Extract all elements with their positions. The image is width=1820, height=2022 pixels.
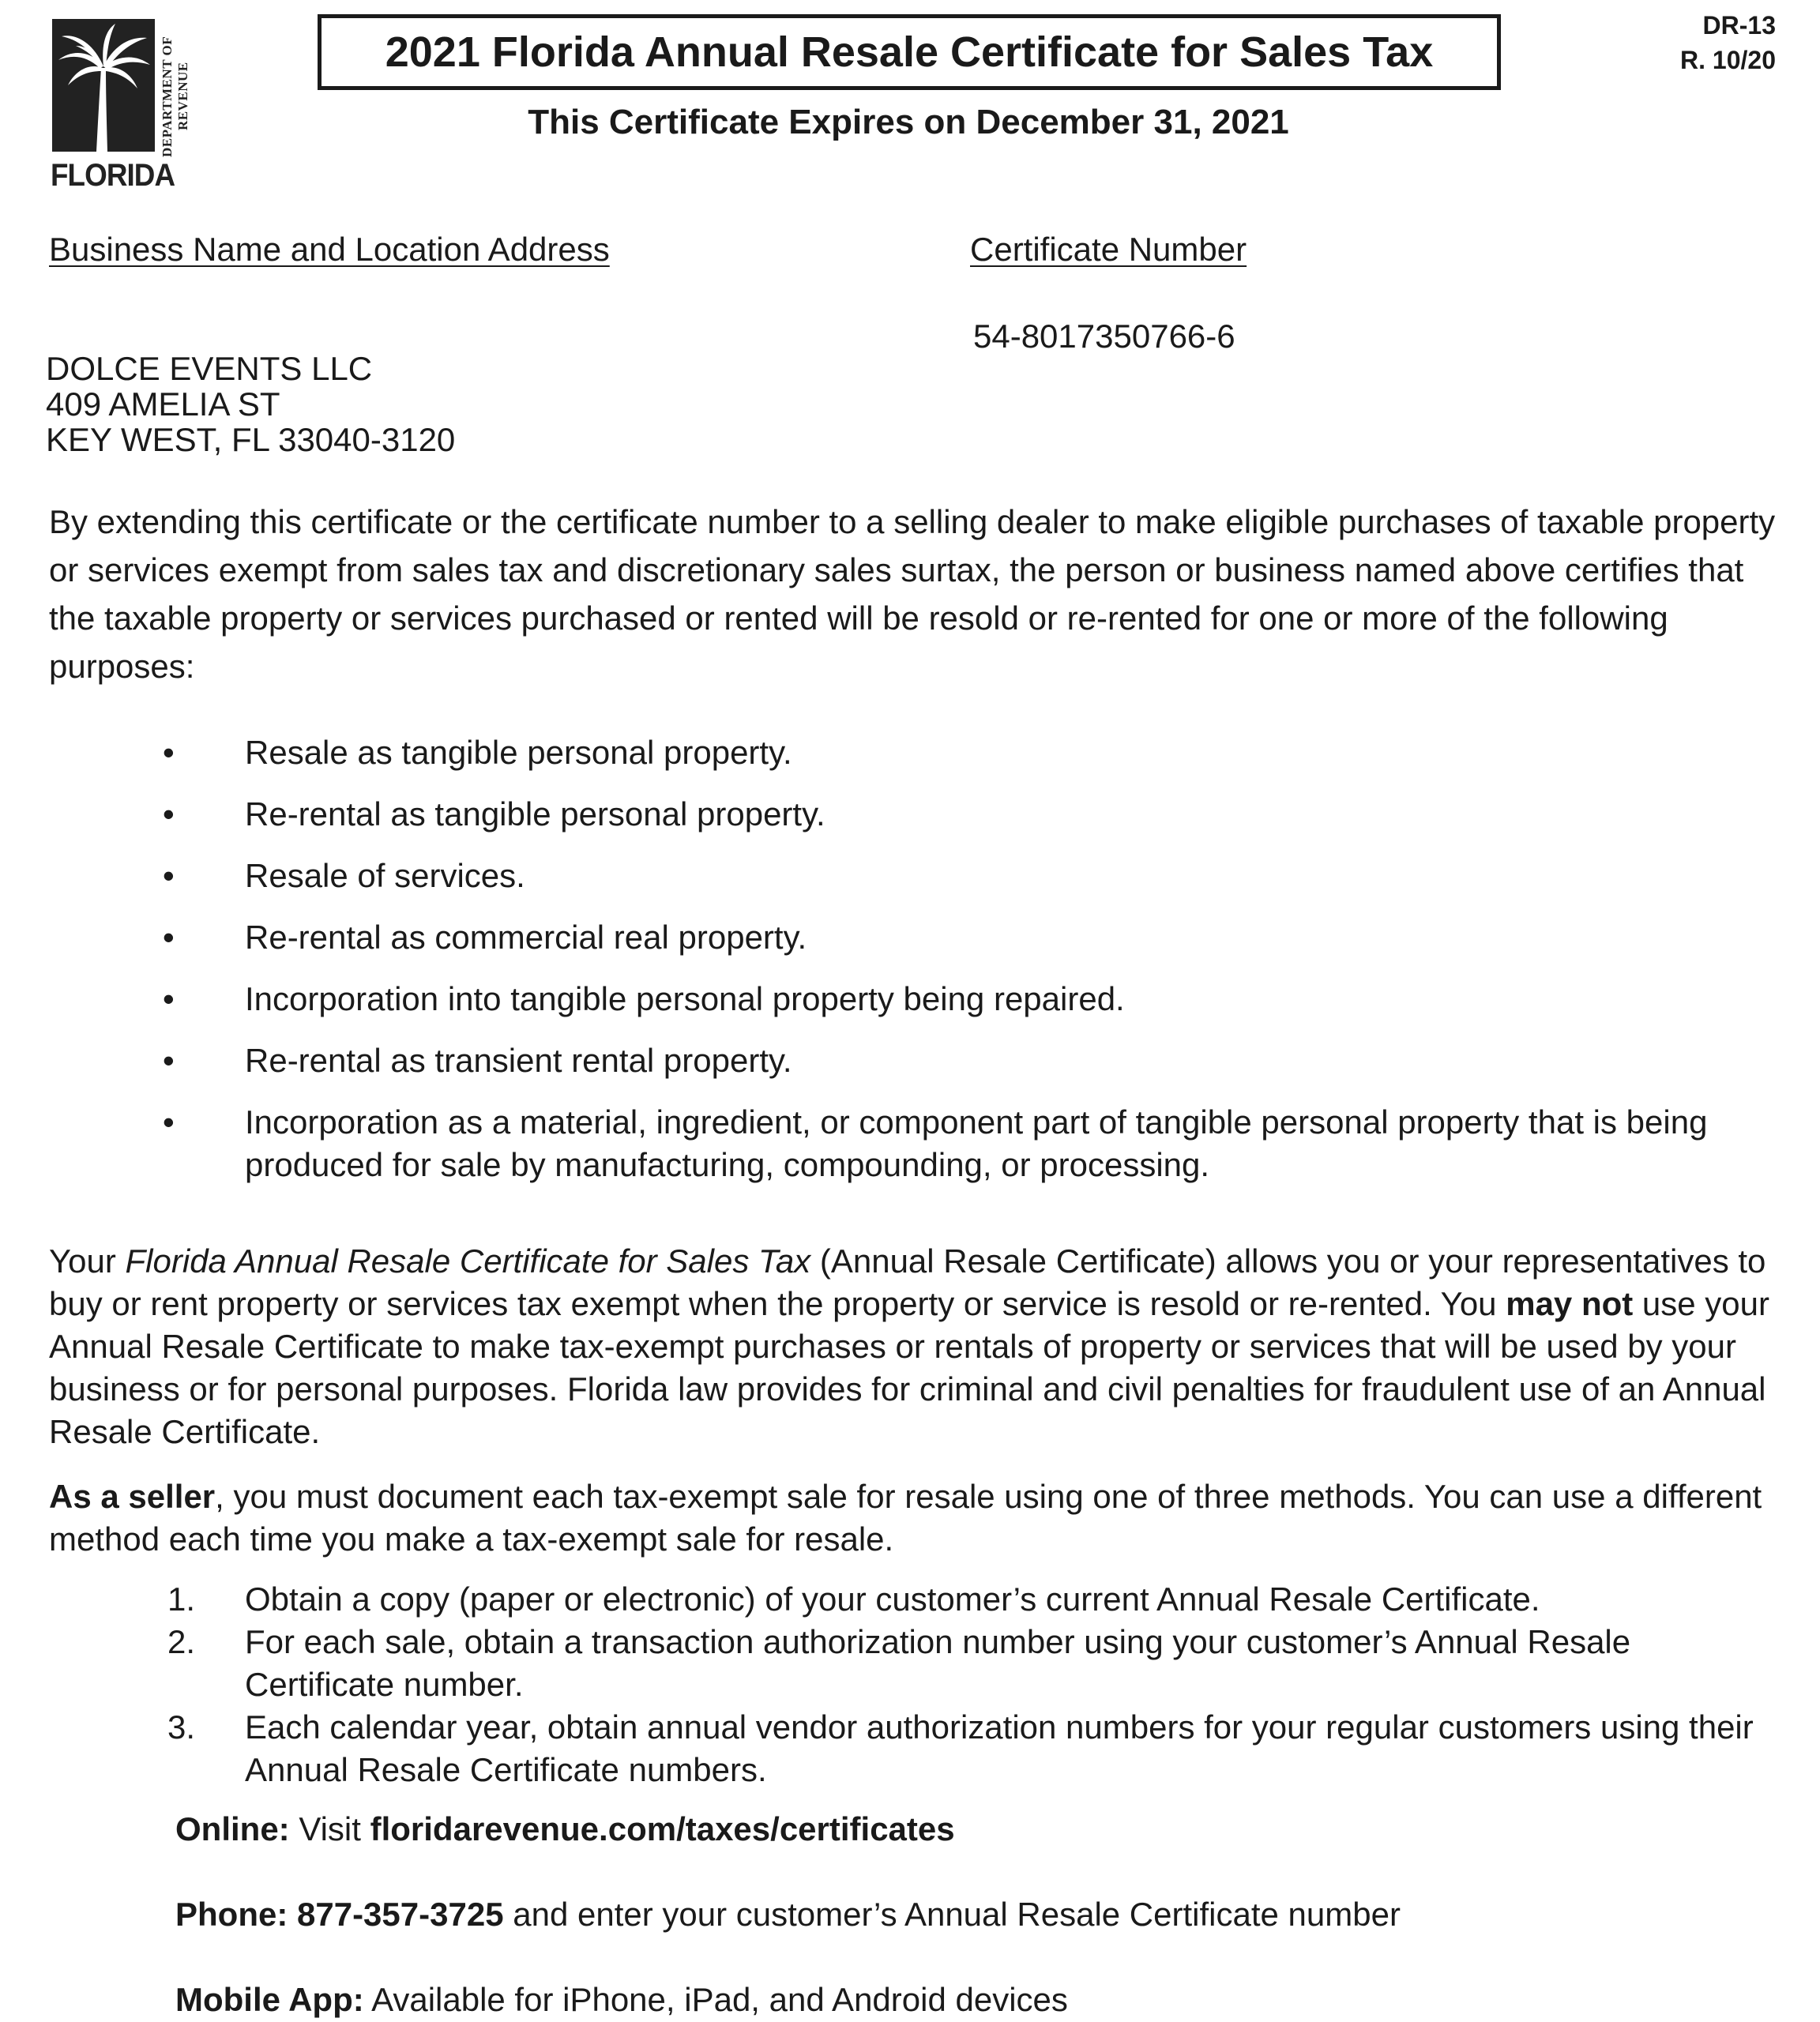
phone-contact <box>175 1896 1401 1934</box>
mobile-contact <box>175 1981 1068 2019</box>
certificate-number: 54-8017350766-6 <box>973 318 1235 355</box>
logo-state-text: FLORIDA <box>51 158 175 193</box>
method-text: Each calendar year, obtain annual vendor authorization numbers for your regular customers using their Annual Resale Certificate numbers. <box>245 1708 1754 1788</box>
business-address <box>46 351 455 457</box>
business-city-state-zip: KEY WEST, FL 33040-3120 <box>46 421 456 458</box>
usage-emphasis: may not <box>1506 1285 1634 1322</box>
form-revision: R. 10/20 <box>1680 46 1776 74</box>
online-url-link[interactable]: floridarevenue.com/taxes/certificates <box>370 1810 955 1847</box>
phone-text: and enter your customer’s Annual Resale Certificate number <box>503 1896 1401 1933</box>
florida-dor-logo <box>51 17 193 195</box>
purpose-text: Re-rental as tangible personal property. <box>245 795 825 832</box>
list-item <box>49 1621 1787 1706</box>
methods-list <box>49 1578 1787 1791</box>
business-street: 409 AMELIA ST <box>46 385 280 423</box>
form-identifier <box>1643 8 1776 77</box>
phone-label: Phone: <box>175 1896 288 1933</box>
purpose-text: Resale as tangible personal property. <box>245 734 792 771</box>
list-item <box>49 916 1787 959</box>
usage-text: use your Annual Resale Certificate to make tax-exempt purchases or rentals of property or services that will be used by your business or for personal purposes. Florida law provides for criminal and civil penalties for fraudulent use of an Annual Resale Certificate. <box>49 1285 1770 1450</box>
online-contact <box>175 1810 955 1848</box>
page-title-text: 2021 Florida Annual Resale Certificate for Sales Tax <box>385 28 1434 76</box>
usage-text: Your <box>49 1242 126 1280</box>
bullet-icon: • <box>163 1042 175 1079</box>
list-item <box>49 1706 1787 1791</box>
seller-emphasis: As a seller <box>49 1478 216 1515</box>
list-item <box>49 1578 1787 1621</box>
bullet-icon: • <box>163 1103 175 1141</box>
purpose-text: Resale of services. <box>245 857 525 894</box>
logo-agency-text: DEPARTMENT OF REVENUE <box>160 36 190 157</box>
method-number: 3. <box>167 1708 196 1746</box>
method-text: Obtain a copy (paper or electronic) of your customer’s current Annual Resale Certificate. <box>245 1580 1540 1618</box>
bullet-icon: • <box>163 734 175 771</box>
list-item <box>49 855 1787 897</box>
usage-text: (Annual Resale Certificate) allows you or your representatives to buy or rent property or services tax exempt when the property or service is resold or re-rented. You <box>49 1242 1766 1322</box>
usage-paragraph <box>49 1240 1787 1453</box>
purposes-list <box>49 731 1787 1205</box>
expiration-subtitle: This Certificate Expires on December 31, 2021 <box>528 103 1289 141</box>
method-number: 1. <box>167 1580 196 1618</box>
list-item <box>49 731 1787 774</box>
purpose-text: Incorporation as a material, ingredient, or component part of tangible personal property that is being produced for sale by manufacturing, compounding, or processing. <box>245 1103 1708 1183</box>
certificate-label: Certificate Number <box>970 231 1247 268</box>
online-label: Online: <box>175 1810 290 1847</box>
bullet-icon: • <box>163 919 175 956</box>
seller-paragraph <box>49 1475 1787 1561</box>
purpose-text: Re-rental as commercial real property. <box>245 919 807 956</box>
seller-text: , you must document each tax-exempt sale for resale using one of three methods. You can use a different method each time you make a tax-exempt sale for resale. <box>49 1478 1762 1558</box>
phone-number: 877-357-3725 <box>288 1896 504 1933</box>
bullet-icon: • <box>163 857 175 894</box>
purpose-text: Re-rental as transient rental property. <box>245 1042 792 1079</box>
usage-italic-title: Florida Annual Resale Certificate for Sales Tax <box>125 1242 811 1280</box>
mobile-text: Available for iPhone, iPad, and Android devices <box>363 1981 1068 2018</box>
business-name: DOLCE EVENTS LLC <box>46 350 373 387</box>
bullet-icon: • <box>163 980 175 1017</box>
palm-tree-icon <box>52 19 155 152</box>
method-number: 2. <box>167 1623 196 1660</box>
form-number: DR-13 <box>1702 11 1776 39</box>
mobile-label: Mobile App: <box>175 1981 364 2018</box>
intro-paragraph: By extending this certificate or the certificate number to a selling dealer to make eligible purchases of taxable property or services exempt from sales tax and discretionary sales surtax, the person or business named above certifies that the taxable property or services purchased or rented will be resold or re-rented for one or more of the following purposes: <box>49 503 1776 685</box>
bullet-icon: • <box>163 795 175 832</box>
list-item <box>49 793 1787 836</box>
purpose-text: Incorporation into tangible personal property being repaired. <box>245 980 1125 1017</box>
list-item <box>49 978 1787 1020</box>
list-item <box>49 1039 1787 1082</box>
online-text: Visit <box>289 1810 370 1847</box>
business-label: Business Name and Location Address <box>49 231 610 268</box>
list-item <box>49 1101 1787 1186</box>
method-text: For each sale, obtain a transaction authorization number using your customer’s Annual Resale Certificate number. <box>245 1623 1631 1703</box>
page-title <box>318 14 1501 90</box>
